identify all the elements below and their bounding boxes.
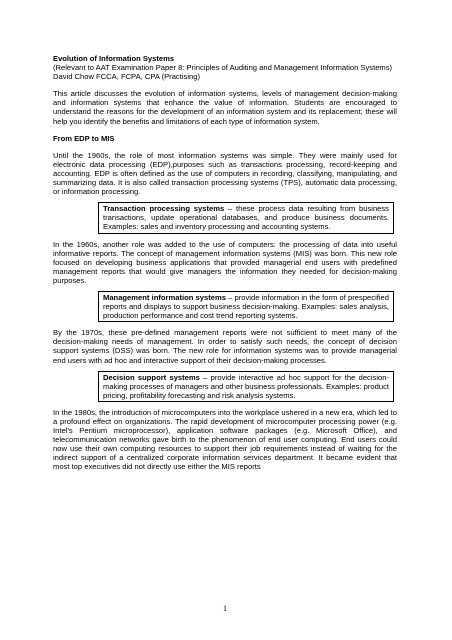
paragraph-mis: In the 1960s, another role was added to the use of computers: the processing of data into useful informative reports. The concept of management information systems (MIS) was born. This new role focused on developing business applications that provided managerial end users with predefined management reports that would give managers the information they needed for decision-making purposes.	[53, 239, 397, 285]
document-title: Evolution of Information Systems	[53, 54, 175, 63]
paragraph-edp: Until the 1960s, the role of most information systems was simple. They were mainly used for electronic data processing (EDP),purposes such as transactions processing, record-keeping and accounting. EDP is often defined as the use of computers in recording, classifying, manipulating, and summarizing data. It is also called transaction processing systems (TPS), automatic data processing, or information processing.	[53, 150, 397, 197]
definition-term: Transaction processing systems	[103, 204, 225, 214]
definition-text: – these process data resulting from business transactions, update operational databases, and produce business documents. Examples: sales and inventory processing and accounting systems.	[103, 204, 389, 232]
definition-text: – provide information in the form of prespecified reports and displays to support business decision-making. Examples: sales analysis, production performance and cost trend reporting systems.	[103, 292, 389, 321]
paragraph-dss: By the 1970s, these pre-defined management reports were not sufficient to meet many of the decision-making needs of management. In order to satisfy such needs, the concept of decision support systems (DSS) was born. The new role for information systems was to provide managerial end users with ad hoc and interactive support of their decision-making processes.	[53, 328, 397, 365]
document-header	[53, 54, 397, 81]
page-number: 1	[223, 604, 227, 613]
section-heading: From EDP to MIS	[53, 133, 115, 143]
document-page	[53, 54, 397, 472]
definition-text: – provide interactive ad hoc support for the decision-making processes of managers and other business professionals. Examples: product pricing, profitability forecasting and risk analysis systems.	[103, 372, 390, 400]
definition-term: Decision support systems	[103, 372, 200, 382]
intro-paragraph: This article discusses the evolution of information systems, levels of management decision-making and information systems that enhance the value of information. Students are encouraged to understand the reasons for the development of an information system and its replacement; these will help you identify the benefits and limitations of each type of information system.	[53, 89, 397, 126]
definition-box-mis	[98, 291, 394, 322]
definition-box-tps	[98, 202, 394, 233]
definition-box-dss	[98, 371, 394, 402]
document-author: David Chow FCCA, FCPA, CPA (Practising)	[53, 72, 200, 82]
document-relevance: (Relevant to AAT Examination Paper 8: Principles of Auditing and Management Information Systems)	[53, 63, 393, 73]
paragraph-end-user-computing: In the 1980s, the introduction of microcomputers into the workplace ushered in a new era, which led to a profound effect on organizations. The rapid development of microcomputer processing power (e.g. Intel’s Pentium microprocessor), application software packages (e.g. Microsoft Office), and telecommunication networks gave birth to the phenomenon of end user computing. End users could now use their own computing resources to support their job requirements instead of waiting for the indirect support of a centralized corporate information services department. It became evident that most top executives did not directly use either the MIS reports	[53, 407, 397, 472]
definition-term: Management information systems	[103, 292, 226, 302]
